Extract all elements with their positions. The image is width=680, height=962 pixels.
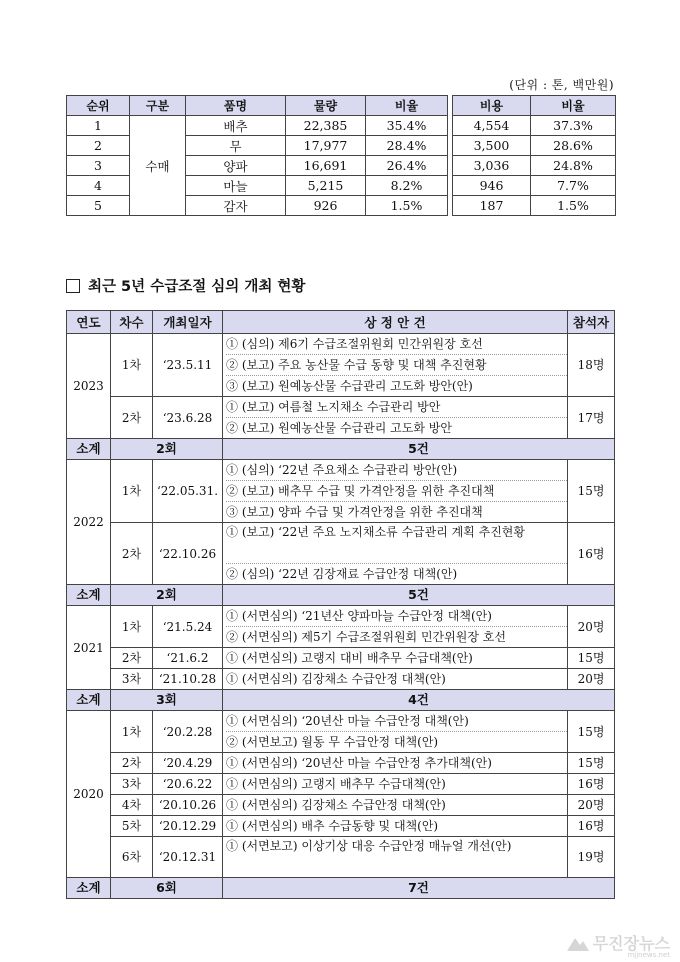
date-cell: ‘20.2.28: [153, 711, 223, 753]
round-cell: 1차: [111, 334, 153, 397]
cost-cell: 3,036: [453, 156, 531, 176]
rank-cell: 1: [67, 116, 130, 136]
round-cell: 6차: [111, 837, 153, 878]
agenda-cell: [223, 837, 568, 878]
unit-note: (단위 : 톤, 백만원): [509, 78, 614, 92]
agenda-cell: [223, 774, 568, 795]
attendees-cell: 19명: [568, 837, 615, 878]
subtotal-items: 5건: [223, 439, 615, 460]
agenda-item: ① (서면심의) ‘20년산 마늘 수급안정 대책(안): [226, 714, 469, 728]
date-cell: ‘21.6.2: [153, 648, 223, 669]
subtotal-items: 4건: [223, 690, 615, 711]
subtotal-count: 3회: [111, 690, 223, 711]
watermark: [567, 931, 670, 959]
attendees-cell: 15명: [568, 460, 615, 523]
meeting-row: [67, 523, 615, 585]
quantity-ratio-cell: 28.4%: [366, 136, 448, 156]
round-cell: 2차: [111, 523, 153, 585]
round-cell: 4차: [111, 795, 153, 816]
cost-ratio-cell: 28.6%: [531, 136, 616, 156]
quantity-ratio-cell: 1.5%: [366, 196, 448, 216]
meeting-row: [67, 774, 615, 795]
attendees-cell: 16명: [568, 816, 615, 837]
item-cell: 배추: [186, 116, 286, 136]
cost-cell: 187: [453, 196, 531, 216]
attendees-cell: 16명: [568, 774, 615, 795]
summary-row: [67, 116, 616, 136]
agenda-cell: [223, 460, 568, 523]
round-cell: 5차: [111, 816, 153, 837]
date-cell: ‘23.6.28: [153, 397, 223, 439]
attendees-cell: 20명: [568, 606, 615, 648]
agenda-item: ① (서면심의) 김장채소 수급안정 대책(안): [226, 672, 446, 686]
agenda-cell: [223, 795, 568, 816]
agenda-item: ① (서면보고) 이상기상 대응 수급안정 매뉴얼 개선(안): [226, 839, 512, 853]
meeting-row: [67, 711, 615, 753]
subtotal-label: 소계: [67, 690, 111, 711]
agenda-item: ② (서면보고) 월동 무 수급안정 대책(안): [226, 731, 567, 752]
cost-cell: 3,500: [453, 136, 531, 156]
date-cell: ‘20.10.26: [153, 795, 223, 816]
cost-ratio-cell: 7.7%: [531, 176, 616, 196]
mountain-logo-icon: [567, 935, 589, 951]
meeting-row: [67, 606, 615, 648]
header-quantity-ratio: 비율: [366, 96, 448, 116]
year-cell: 2021: [67, 606, 111, 690]
rank-cell: 5: [67, 196, 130, 216]
year-cell: 2020: [67, 711, 111, 878]
round-cell: 2차: [111, 648, 153, 669]
subtotal-count: 6회: [111, 878, 223, 899]
rank-cell: 4: [67, 176, 130, 196]
header-rank: 순위: [67, 96, 130, 116]
cost-cell: 4,554: [453, 116, 531, 136]
agenda-item: ① (심의) 제6기 수급조절위원회 민간위원장 호선: [226, 337, 483, 351]
agenda-item: ③ (보고) 원예농산물 수급관리 고도화 방안(안): [226, 375, 567, 396]
purchase-summary-table: [66, 95, 616, 216]
attendees-cell: 17명: [568, 397, 615, 439]
meeting-row: [67, 334, 615, 397]
subtotal-row: [67, 690, 615, 711]
agenda-item: ① (서면심의) 배추 수급동향 및 대책(안): [226, 819, 439, 833]
quantity-ratio-cell: 8.2%: [366, 176, 448, 196]
date-cell: ‘20.12.31: [153, 837, 223, 878]
watermark-text: 무진장뉴스: [592, 934, 670, 953]
checkbox-square-icon: [66, 279, 80, 293]
round-cell: 1차: [111, 606, 153, 648]
item-cell: 무: [186, 136, 286, 156]
subtotal-label: 소계: [67, 878, 111, 899]
quantity-ratio-cell: 26.4%: [366, 156, 448, 176]
header-category: 구분: [130, 96, 186, 116]
header-quantity: 물량: [286, 96, 366, 116]
date-cell: ‘22.10.26: [153, 523, 223, 585]
date-cell: ‘20.6.22: [153, 774, 223, 795]
section-title-text: 최근 5년 수급조절 심의 개최 현황: [88, 279, 306, 295]
agenda-cell: [223, 753, 568, 774]
subtotal-row: [67, 585, 615, 606]
meeting-row: [67, 669, 615, 690]
date-cell: ‘22.05.31.: [153, 460, 223, 523]
attendees-cell: 15명: [568, 648, 615, 669]
attendees-cell: 18명: [568, 334, 615, 397]
date-cell: ‘23.5.11: [153, 334, 223, 397]
subtotal-count: 2회: [111, 585, 223, 606]
header-cost: 비용: [453, 96, 531, 116]
subtotal-row: [67, 878, 615, 899]
agenda-item: ② (심의) ‘22년 김장재료 수급안정 대책(안): [226, 563, 567, 584]
round-cell: 2차: [111, 397, 153, 439]
agenda-cell: [223, 816, 568, 837]
round-cell: 1차: [111, 711, 153, 753]
agenda-item: ① (서면심의) 고랭지 대비 배추무 수급대책(안): [226, 651, 473, 665]
round-cell: 1차: [111, 460, 153, 523]
meeting-row: [67, 795, 615, 816]
agenda-item: ② (보고) 원예농산물 수급관리 고도화 방안: [226, 417, 567, 438]
quantity-cell: 22,385: [286, 116, 366, 136]
agenda-cell: [223, 648, 568, 669]
meeting-row: [67, 460, 615, 523]
meeting-row: [67, 837, 615, 878]
rank-cell: 3: [67, 156, 130, 176]
agenda-item: ① (서면심의) ‘21년산 양파마늘 수급안정 대책(안): [226, 609, 492, 623]
meeting-header-row: [67, 311, 615, 334]
round-cell: 2차: [111, 753, 153, 774]
meeting-row: [67, 753, 615, 774]
agenda-item: ③ (보고) 양파 수급 및 가격안정을 위한 추진대책: [226, 501, 567, 522]
agenda-item: ① (서면심의) 김장채소 수급안정 대책(안): [226, 798, 446, 812]
subtotal-count: 2회: [111, 439, 223, 460]
summary-header-row: [67, 96, 616, 116]
attendees-cell: 15명: [568, 711, 615, 753]
agenda-cell: [223, 669, 568, 690]
cost-ratio-cell: 24.8%: [531, 156, 616, 176]
header-round: 차수: [111, 311, 153, 334]
item-cell: 감자: [186, 196, 286, 216]
quantity-cell: 5,215: [286, 176, 366, 196]
subtotal-label: 소계: [67, 439, 111, 460]
attendees-cell: 16명: [568, 523, 615, 585]
quantity-cell: 926: [286, 196, 366, 216]
quantity-ratio-cell: 35.4%: [366, 116, 448, 136]
agenda-cell: [223, 397, 568, 439]
subtotal-label: 소계: [67, 585, 111, 606]
meeting-row: [67, 648, 615, 669]
round-cell: 3차: [111, 669, 153, 690]
watermark-sub: mjjnews.net: [627, 951, 670, 959]
agenda-cell: [223, 523, 568, 585]
cost-cell: 946: [453, 176, 531, 196]
attendees-cell: 20명: [568, 669, 615, 690]
quantity-cell: 16,691: [286, 156, 366, 176]
agenda-item: ② (서면심의) 제5기 수급조절위원회 민간위원장 호선: [226, 626, 567, 647]
subtotal-items: 5건: [223, 585, 615, 606]
cost-ratio-cell: 37.3%: [531, 116, 616, 136]
category-cell: 수매: [130, 116, 186, 216]
subtotal-items: 7건: [223, 878, 615, 899]
header-item: 품명: [186, 96, 286, 116]
agenda-item: ② (보고) 배추무 수급 및 가격안정을 위한 추진대책: [226, 480, 567, 501]
header-cost-ratio: 비율: [531, 96, 616, 116]
agenda-item: ① (서면심의) ‘20년산 마늘 수급안정 추가대책(안): [226, 756, 492, 770]
agenda-cell: [223, 334, 568, 397]
subtotal-row: [67, 439, 615, 460]
attendees-cell: 20명: [568, 795, 615, 816]
cost-ratio-cell: 1.5%: [531, 196, 616, 216]
agenda-item: ① (심의) ‘22년 주요채소 수급관리 방안(안): [226, 463, 458, 477]
quantity-cell: 17,977: [286, 136, 366, 156]
date-cell: ‘21.5.24: [153, 606, 223, 648]
agenda-cell: [223, 606, 568, 648]
section-title: [66, 275, 305, 296]
header-attendees: 참석자: [568, 311, 615, 334]
agenda-cell: [223, 711, 568, 753]
agenda-item: ② (보고) 주요 농산물 수급 동향 및 대책 추진현황: [226, 354, 567, 375]
agenda-item: ① (보고) 여름철 노지채소 수급관리 방안: [226, 400, 441, 414]
header-agenda: 상 정 안 건: [223, 311, 568, 334]
year-cell: 2022: [67, 460, 111, 585]
attendees-cell: 15명: [568, 753, 615, 774]
header-date: 개최일자: [153, 311, 223, 334]
agenda-item: ① (서면심의) 고랭지 배추무 수급대책(안): [226, 777, 446, 791]
agenda-item: ① (보고) ‘22년 주요 노지채소류 수급관리 계획 추진현황: [226, 525, 525, 539]
meeting-history-table: [66, 310, 615, 899]
header-year: 연도: [67, 311, 111, 334]
meeting-row: [67, 397, 615, 439]
year-cell: 2023: [67, 334, 111, 439]
date-cell: ‘21.10.28: [153, 669, 223, 690]
meeting-row: [67, 816, 615, 837]
rank-cell: 2: [67, 136, 130, 156]
item-cell: 마늘: [186, 176, 286, 196]
date-cell: ‘20.4.29: [153, 753, 223, 774]
date-cell: ‘20.12.29: [153, 816, 223, 837]
round-cell: 3차: [111, 774, 153, 795]
item-cell: 양파: [186, 156, 286, 176]
